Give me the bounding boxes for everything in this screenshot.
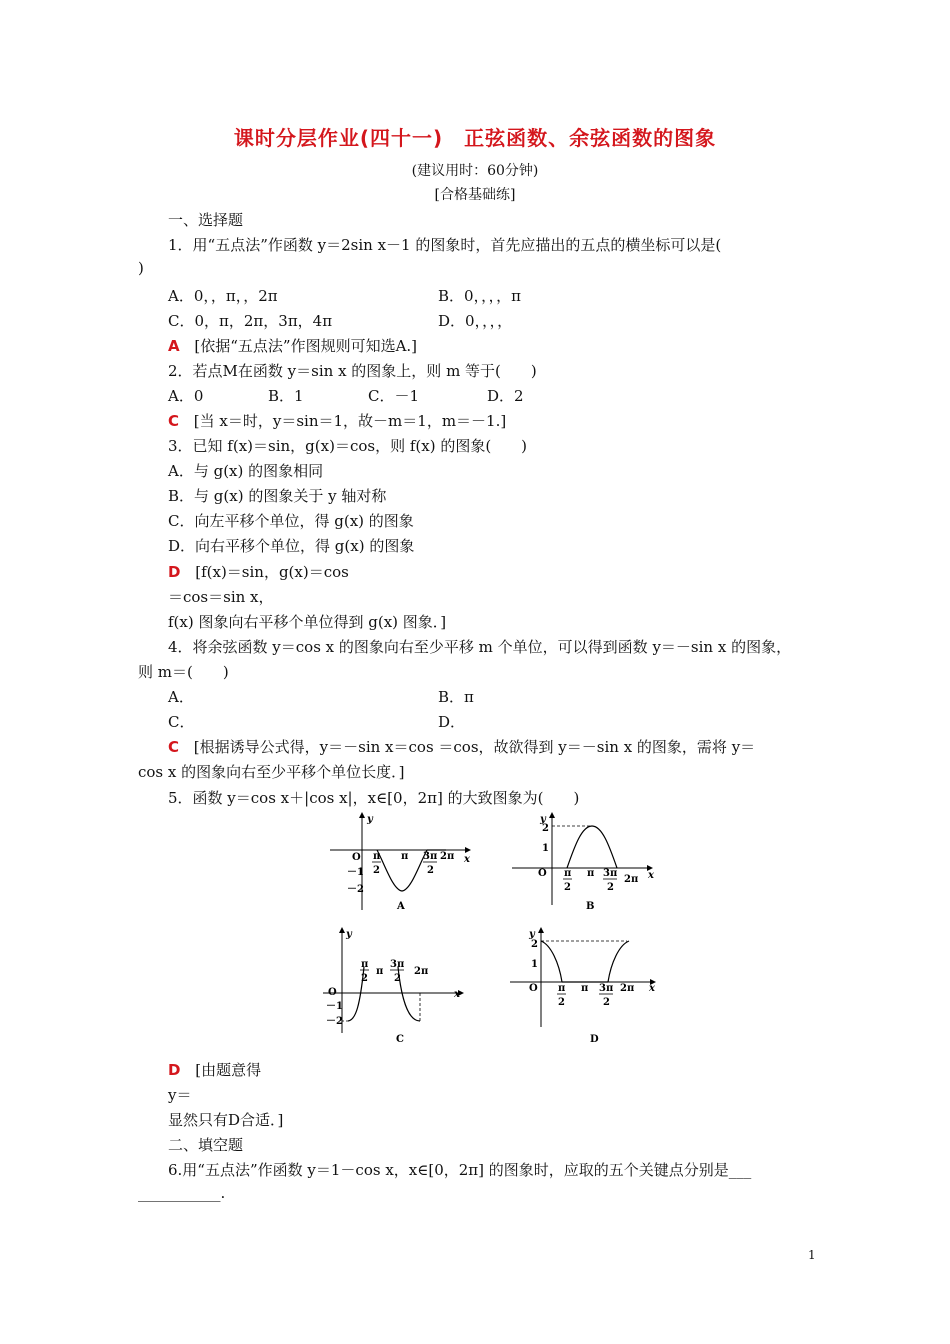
- q1-option-a: A．0，，π，，2π: [168, 287, 278, 305]
- page-number: 1: [808, 1248, 816, 1262]
- q3-option-a: A．与 g(x) 的图象相同: [168, 462, 324, 480]
- q5-answer: D: [168, 1061, 181, 1079]
- graph-d-tick-3pi: 3π: [599, 983, 614, 994]
- graph-a-caption: A: [397, 901, 405, 912]
- graph-c-tick-3pi-den: 2: [394, 973, 401, 984]
- graph-d-caption: D: [590, 1034, 599, 1045]
- graph-c-tick-half-den: 2: [361, 973, 368, 984]
- q3-answer: D: [168, 563, 181, 581]
- graph-a-tick-3pi-den: 2: [427, 865, 434, 876]
- graph-b-tick-pi-half: π: [564, 868, 572, 879]
- q1-stem: 1．用“五点法”作函数 y＝2sin x－1 的图象时，首先应描出的五点的横坐标可以是(: [168, 236, 722, 254]
- q3-explain-3: f(x) 图象向右平移个单位得到 g(x) 图象．]: [168, 613, 447, 631]
- q3-stem: 3．已知 f(x)＝sin，g(x)＝cos，则 f(x) 的图象( ): [168, 437, 528, 455]
- q1-answer: A: [168, 337, 180, 355]
- graph-a-tick-2pi: 2π: [440, 851, 455, 862]
- graph-a-tick-m1: －1: [347, 867, 364, 878]
- q4-stem-cont: 则 m＝( ): [138, 663, 229, 681]
- graph-c-caption: C: [396, 1034, 404, 1045]
- graph-a-tick-pi: π: [401, 851, 409, 862]
- q4-option-a: A．: [168, 688, 194, 706]
- graph-a-origin: O: [352, 852, 361, 863]
- graph-d-tick-2: 2: [531, 939, 538, 950]
- graph-c-tick-pi-half: π: [361, 959, 369, 970]
- graph-d-origin: O: [529, 983, 538, 994]
- q5-explain-1: [由题意得: [195, 1061, 262, 1079]
- section-label: [合格基础练]: [434, 187, 516, 203]
- graph-c-tick-pi: π: [376, 966, 384, 977]
- graph-d-x-label: x: [649, 983, 655, 994]
- q1-option-c: C．0，π，2π，3π，4π: [168, 312, 333, 330]
- graph-c-tick-2pi: 2π: [414, 966, 429, 977]
- graph-c-tick-3pi: 3π: [390, 959, 405, 970]
- q1-option-d: D．0，，，，: [438, 312, 513, 330]
- graph-d-tick-2pi: 2π: [620, 983, 635, 994]
- q4-option-d: D．: [438, 713, 466, 731]
- q2-option-b: B．1: [268, 387, 304, 405]
- q5-explain-2: y＝: [168, 1086, 192, 1104]
- q5-stem: 5．函数 y＝cos x＋|cos x|，x∈[0，2π] 的大致图象为( ): [168, 789, 580, 807]
- graph-b-y-label: y: [540, 814, 546, 825]
- graph-a-y-label: y: [367, 814, 373, 825]
- graph-c-origin: O: [328, 987, 337, 998]
- graph-b-tick-3pi: 3π: [603, 868, 618, 879]
- graph-a-x-label: x: [464, 854, 470, 865]
- graph-c-tick-m2: －2: [326, 1016, 343, 1027]
- q4-stem: 4．将余弦函数 y＝cos x 的图象向右至少平移 m 个单位，可以得到函数 y＝－sin x 的图象，: [168, 638, 792, 656]
- graph-d-tick-pi: π: [581, 983, 589, 994]
- graph-d-tick-pi-half: π: [558, 983, 566, 994]
- q1-option-b: B．0，，，，π: [438, 287, 521, 305]
- graph-b-tick-2pi: 2π: [624, 874, 639, 885]
- graph-d-y-label: y: [529, 929, 535, 940]
- q3-explain-1: [f(x)＝sin，g(x)＝cos: [195, 563, 349, 581]
- page-title: 课时分层作业(四十一) 正弦函数、余弦函数的图象: [233, 126, 717, 150]
- q4-option-b: B．π: [438, 688, 474, 706]
- q5-solution: [168, 1059, 261, 1080]
- graph-b-origin: O: [538, 868, 547, 879]
- q3-solution: [168, 561, 349, 582]
- q2-answer: C: [168, 412, 180, 430]
- q3-option-d: D．向右平移个单位，得 g(x) 的图象: [168, 537, 415, 555]
- q1-solution: [168, 335, 417, 356]
- q2-explain: [当 x＝时，y＝sin＝1，故－m＝1，m＝－1.]: [193, 412, 507, 430]
- q2-option-a: A．0: [168, 387, 204, 405]
- graph-a-tick-pi-half: π: [373, 851, 381, 862]
- q4-option-c: C．: [168, 713, 195, 731]
- graph-b: [507, 810, 657, 919]
- part-heading-fill: 二、填空题: [168, 1136, 244, 1154]
- q1-stem-cont: ): [138, 259, 144, 277]
- graph-a-tick-m2: －2: [347, 884, 364, 895]
- graph-d-tick-half-den: 2: [558, 997, 565, 1008]
- graph-b-tick-3pi-den: 2: [607, 882, 614, 893]
- q1-explain: [依据“五点法”作图规则可知选A.]: [194, 337, 418, 355]
- q4-explain: [根据诱导公式得，y＝－sin x＝cos ＝cos，故欲得到 y＝－sin x 的图象，需将 y＝: [193, 738, 756, 756]
- graph-b-tick-1: 1: [542, 843, 549, 854]
- q6-blank: ___________.: [138, 1184, 226, 1202]
- graph-c: [318, 925, 468, 1049]
- q2-solution: [168, 410, 506, 431]
- q4-explain-cont: cos x 的图象向右至少平移个单位长度．]: [138, 763, 405, 781]
- q4-answer: C: [168, 738, 180, 756]
- q6-stem: 6.用“五点法”作函数 y＝1－cos x，x∈[0，2π] 的图象时，应取的五个关键点分别是___: [168, 1161, 752, 1179]
- graph-b-tick-2: 2: [542, 823, 549, 834]
- graph-b-tick-half-den: 2: [564, 882, 571, 893]
- graph-b-x-label: x: [648, 870, 654, 881]
- q5-explain-3: 显然只有D合适．]: [168, 1111, 284, 1129]
- q3-option-c: C．向左平移个单位，得 g(x) 的图象: [168, 512, 414, 530]
- suggested-time: (建议用时：60分钟): [411, 163, 539, 179]
- graph-d-tick-1: 1: [531, 959, 538, 970]
- graph-b-caption: B: [586, 901, 595, 912]
- q3-explain-2: ＝cos＝sin x，: [168, 588, 274, 606]
- part-heading-choice: 一、选择题: [168, 211, 244, 229]
- graph-c-tick-m1: －1: [326, 1001, 343, 1012]
- graph-a-tick-half-den: 2: [373, 865, 380, 876]
- q2-option-d: D．2: [487, 387, 524, 405]
- graph-a: [325, 810, 475, 919]
- graph-d-tick-3pi-den: 2: [603, 997, 610, 1008]
- graph-d: [505, 925, 665, 1049]
- graph-b-tick-pi: π: [587, 868, 595, 879]
- graph-c-x-label: x: [454, 989, 460, 1000]
- q2-option-c: C．－1: [368, 387, 420, 405]
- q2-stem: 2．若点M在函数 y＝sin x 的图象上，则 m 等于( ): [168, 362, 537, 380]
- q4-solution: [168, 736, 755, 757]
- graph-c-y-label: y: [346, 929, 352, 940]
- graph-a-tick-3pi: 3π: [423, 851, 438, 862]
- q3-option-b: B．与 g(x) 的图象关于 y 轴对称: [168, 487, 387, 505]
